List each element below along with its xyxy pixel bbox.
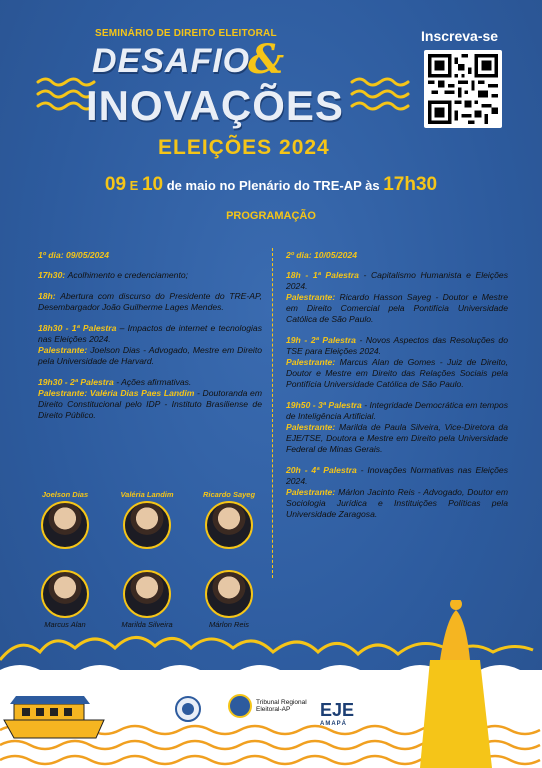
eje-logo	[320, 700, 354, 727]
speaker-card	[194, 490, 264, 551]
seal-icon	[175, 696, 201, 722]
speaker-text: Marilda de Paula Silveira, Vice-Diretora da EJE/TSE, Doutora e Mestre em Direito pela Universidade Federal de Minas Gerais.	[286, 422, 508, 454]
item-time: 19h30 - 2ª Palestra	[38, 377, 114, 387]
program-heading: PROGRAMAÇÃO	[226, 210, 316, 222]
item-text: Acolhimento e credenciamento;	[67, 270, 189, 280]
program-item	[38, 291, 262, 313]
eje-logo-text: EJE	[320, 700, 355, 720]
item-time: 18h:	[38, 291, 56, 301]
speaker-label: Palestrante:	[286, 357, 336, 367]
register-label: Inscreva-se	[421, 28, 499, 44]
qr-code[interactable]	[424, 50, 502, 128]
monument-icon	[420, 600, 492, 768]
program-item	[38, 323, 262, 367]
tre-logo-text: Tribunal Regional Eleitoral-AP	[256, 698, 307, 713]
title-ampersand: &	[248, 36, 285, 83]
date-connector: E	[129, 178, 139, 193]
speaker-label: Palestrante:	[38, 345, 88, 355]
speaker-photo	[123, 501, 171, 549]
speaker-card	[30, 490, 100, 551]
speaker-card	[112, 490, 182, 551]
program-item	[38, 377, 262, 421]
event-date-line	[0, 174, 542, 196]
item-time: 19h - 2ª Palestra	[286, 335, 356, 345]
column-divider	[272, 248, 273, 578]
speaker-label: Palestrante:	[286, 292, 336, 302]
speaker-name: Marcus Alan	[44, 620, 86, 629]
speaker-name: Joelson Dias	[41, 490, 89, 499]
day-1-title: 1º dia: 09/05/2024	[38, 250, 109, 260]
speaker-text: - Doutoranda em Direito Constitucional pelo IDP - Instituto Brasiliense de Direito Público.	[38, 388, 263, 420]
speaker-label: Palestrante:	[286, 422, 336, 432]
item-text: - Inovações Normativas nas Eleições 2024.	[286, 465, 508, 486]
date-day-1: 09	[104, 174, 127, 195]
speaker-name: Valéria Landim	[120, 490, 174, 499]
title-desafio: DESAFIO	[92, 42, 251, 80]
item-time: 19h50 - 3ª Palestra	[286, 400, 362, 410]
river-illustration	[0, 600, 542, 768]
title-eleicoes: ELEIÇÕES 2024	[158, 136, 330, 159]
wave-decoration-right	[350, 52, 410, 122]
item-time: 18h - 1ª Palestra	[286, 270, 359, 280]
item-text: - Integridade Democrática em tempos de Inteligência Artificial.	[286, 400, 509, 421]
program-item	[286, 270, 508, 325]
item-text: - Ações afirmativas.	[116, 377, 192, 387]
speaker-label: Palestrante:	[286, 487, 336, 497]
qr-code-icon	[428, 54, 498, 124]
speaker-name: Marilda Silveira	[121, 620, 173, 629]
date-middle: de maio no Plenário do TRE-AP às	[166, 178, 380, 193]
speaker-name: Márlon Reis	[208, 620, 249, 629]
speaker-text: Márlon Jacinto Reis - Advogado, Doutor em Sociologia Jurídica e Instituições Políticas pela Universidade Zaragosa.	[286, 487, 508, 519]
speaker-label: Palestrante:	[38, 388, 88, 398]
program-item	[38, 270, 262, 281]
date-day-2: 10	[141, 174, 164, 195]
tre-ap-logo	[228, 694, 316, 718]
item-text: – Impactos de internet e tecnologias nas Eleições 2024.	[38, 323, 263, 344]
event-time: 17h30	[383, 174, 438, 195]
event-eyebrow: SEMINÁRIO DE DIREITO ELEITORAL	[95, 28, 277, 39]
item-text: - Novos Aspectos das Resoluções do TSE para Eleições 2024.	[286, 335, 508, 356]
item-time: 18h30 - 1ª Palestra	[38, 323, 117, 333]
day-2-column	[286, 250, 508, 530]
speaker-name: Ricardo Sayeg	[202, 490, 256, 499]
speaker-photo	[205, 501, 253, 549]
tre-emblem-icon	[228, 694, 252, 718]
day-1-column	[38, 250, 262, 431]
partner-logo	[175, 696, 201, 724]
eje-logo-sub: AMAPÁ	[320, 721, 347, 727]
item-text: - Capitalismo Humanista e Eleições 2024.	[286, 270, 508, 291]
speaker-text: Marcus Alan de Gomes - Juiz de Direito, Doutor e Mestre em Direito das Relações Sociais pela Pontifícia Universidade Católica de São Paulo.	[286, 357, 509, 389]
day-2-title: 2º dia: 10/05/2024	[286, 250, 357, 260]
item-time: 20h - 4ª Palestra	[286, 465, 357, 475]
item-time: 17h30:	[38, 270, 66, 280]
item-text: Abertura com discurso do Presidente do TRE-AP, Desembargador João Guilherme Lages Mendes.	[38, 291, 262, 312]
speaker-name: Valéria Dias Paes Landim	[89, 388, 195, 398]
speaker-text: Ricardo Hasson Sayeg - Doutor e Mestre em Direito Comercial pela Pontifícia Universidade Católica de São Paulo.	[286, 292, 508, 324]
program-item	[286, 465, 508, 520]
program-item	[286, 400, 508, 455]
speaker-photo	[41, 501, 89, 549]
title-inovacoes: INOVAÇÕES	[86, 82, 344, 129]
program-item	[286, 335, 508, 390]
speaker-text: Joelson Dias - Advogado, Mestre em Direito pela Universidade de Harvard.	[38, 345, 262, 366]
